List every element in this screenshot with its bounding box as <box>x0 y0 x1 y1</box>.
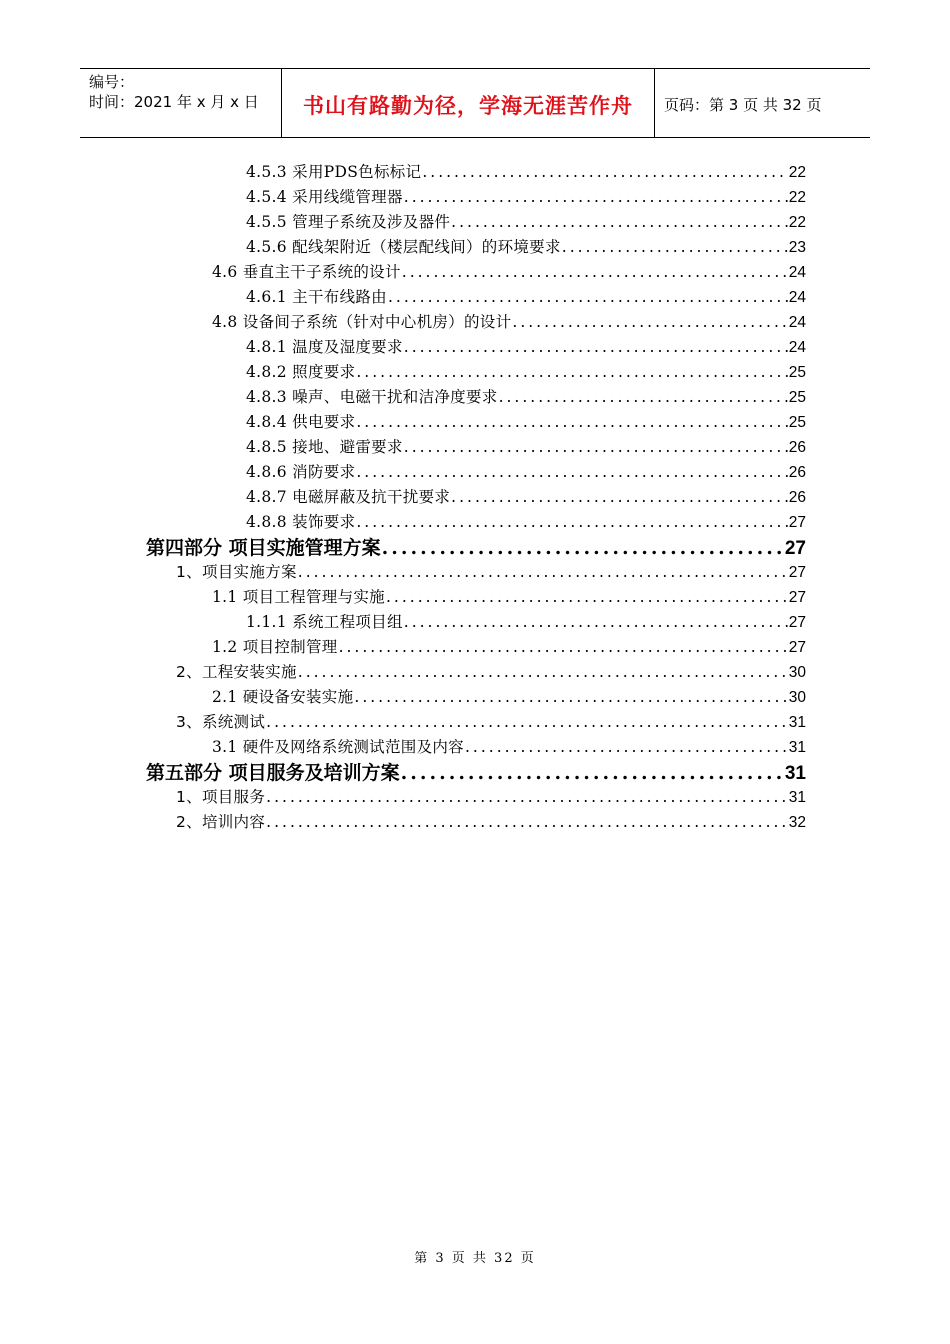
toc-page: 30 <box>788 664 806 681</box>
toc-title: 2、工程安装实施 <box>176 663 297 681</box>
toc-page: 24 <box>788 314 806 331</box>
toc-title: 4.5.6 配线架附近（楼层配线间）的环境要求 <box>246 238 561 256</box>
toc-entry[interactable] <box>212 310 806 332</box>
toc-leader <box>298 563 788 581</box>
toc-title: 1.1 项目工程管理与实施 <box>212 588 385 606</box>
toc-leader <box>562 238 788 256</box>
toc-entry[interactable] <box>212 635 806 657</box>
toc-page: 22 <box>788 214 806 231</box>
toc-page: 22 <box>788 189 806 206</box>
toc-page: 30 <box>788 689 806 706</box>
toc-leader <box>339 638 788 656</box>
toc-part-heading[interactable] <box>146 533 806 559</box>
toc-page: 26 <box>788 489 806 506</box>
toc-title: 4.5.3 采用PDS色标标记 <box>246 163 422 181</box>
toc-leader <box>404 338 788 356</box>
toc-title: 3.1 硬件及网络系统测试范围及内容 <box>212 738 464 756</box>
toc-page: 22 <box>788 164 806 181</box>
toc-title: 1、项目服务 <box>176 788 266 806</box>
toc-entry[interactable] <box>212 260 806 282</box>
toc-entry[interactable] <box>212 585 806 607</box>
toc-entry[interactable] <box>212 685 806 707</box>
header-motto-cell <box>282 69 655 137</box>
toc-page: 25 <box>788 414 806 431</box>
toc-leader <box>404 613 788 631</box>
toc-title: 4.8.1 温度及湿度要求 <box>246 338 403 356</box>
toc-leader <box>451 213 788 231</box>
toc-entry[interactable] <box>246 485 806 507</box>
toc-leader <box>356 363 787 381</box>
toc-leader <box>512 313 787 331</box>
time-label: 时间：2021 年 x 月 x 日 <box>89 93 259 111</box>
toc-title: 1.1.1 系统工程项目组 <box>246 613 403 631</box>
toc-leader <box>422 163 787 181</box>
toc-leader <box>266 713 788 731</box>
toc-page: 25 <box>788 389 806 406</box>
toc-leader <box>404 438 788 456</box>
toc-title: 4.8.2 照度要求 <box>246 363 356 381</box>
toc-leader <box>499 388 788 406</box>
toc-title: 4.8.7 电磁屏蔽及抗干扰要求 <box>246 488 451 506</box>
toc-page: 31 <box>788 789 806 806</box>
toc-leader <box>401 762 784 784</box>
toc-page: 27 <box>788 589 806 606</box>
toc-page: 27 <box>788 514 806 531</box>
toc-entry[interactable] <box>176 710 806 732</box>
toc-entry[interactable] <box>212 735 806 757</box>
toc-page: 27 <box>788 564 806 581</box>
toc-entry[interactable] <box>246 385 806 407</box>
toc-page: 31 <box>784 763 806 784</box>
toc-page: 31 <box>788 714 806 731</box>
toc-part-heading[interactable] <box>146 758 806 784</box>
toc-entry[interactable] <box>246 610 806 632</box>
toc-page: 31 <box>788 739 806 756</box>
toc-page: 27 <box>788 639 806 656</box>
toc-page: 24 <box>788 264 806 281</box>
toc-title: 2、培训内容 <box>176 813 266 831</box>
header-meta <box>80 69 282 137</box>
toc-entry[interactable] <box>246 235 806 257</box>
toc-title: 4.5.5 管理子系统及涉及器件 <box>246 213 451 231</box>
toc-title: 4.6.1 主干布线路由 <box>246 288 387 306</box>
toc-page: 23 <box>788 239 806 256</box>
toc-title: 2.1 硬设备安装实施 <box>212 688 354 706</box>
toc-title: 第五部分 项目服务及培训方案 <box>146 762 400 784</box>
toc-page: 26 <box>788 439 806 456</box>
toc-title: 1.2 项目控制管理 <box>212 638 338 656</box>
toc-page: 27 <box>788 614 806 631</box>
toc-entry[interactable] <box>246 210 806 232</box>
toc-leader <box>356 513 787 531</box>
toc-page: 24 <box>788 339 806 356</box>
toc-entry[interactable] <box>176 810 806 832</box>
toc-title: 4.8 设备间子系统（针对中心机房）的设计 <box>212 313 512 331</box>
toc-title: 4.8.3 噪声、电磁干扰和洁净度要求 <box>246 388 498 406</box>
toc-title: 第四部分 项目实施管理方案 <box>146 537 381 559</box>
toc-entry[interactable] <box>246 410 806 432</box>
toc-title: 4.5.4 采用线缆管理器 <box>246 188 403 206</box>
toc-leader <box>266 788 788 806</box>
toc-page: 25 <box>788 364 806 381</box>
toc-entry[interactable] <box>246 160 806 182</box>
toc-leader <box>386 588 788 606</box>
toc-leader <box>382 537 784 559</box>
toc-title: 1、项目实施方案 <box>176 563 297 581</box>
toc-leader <box>451 488 788 506</box>
toc-entry[interactable] <box>246 335 806 357</box>
toc-leader <box>354 688 787 706</box>
page-header <box>80 68 870 138</box>
toc-entry[interactable] <box>246 285 806 307</box>
toc-title: 3、系统测试 <box>176 713 266 731</box>
toc-entry[interactable] <box>246 435 806 457</box>
toc-entry[interactable] <box>246 460 806 482</box>
toc-leader <box>388 288 788 306</box>
toc-entry[interactable] <box>176 785 806 807</box>
page-info-text: 页码：第 3 页 共 32 页 <box>664 95 822 114</box>
toc-leader <box>465 738 788 756</box>
toc-entry[interactable] <box>246 510 806 532</box>
header-page-info <box>655 69 870 137</box>
toc-leader <box>356 463 787 481</box>
toc-entry[interactable] <box>246 360 806 382</box>
page-footer: 第 3 页 共 32 页 <box>414 1251 536 1266</box>
toc-title: 4.8.8 装饰要求 <box>246 513 356 531</box>
toc-title: 4.6 垂直主干子系统的设计 <box>212 263 401 281</box>
number-label: 编号： <box>89 73 135 91</box>
toc-title: 4.8.4 供电要求 <box>246 413 356 431</box>
toc-entry[interactable] <box>176 560 806 582</box>
toc-page: 27 <box>784 538 806 559</box>
toc-page: 26 <box>788 464 806 481</box>
toc-leader <box>266 813 788 831</box>
toc-leader <box>356 413 787 431</box>
toc-leader <box>404 188 788 206</box>
toc-title: 4.8.6 消防要求 <box>246 463 356 481</box>
toc-entry[interactable] <box>176 660 806 682</box>
toc-leader <box>298 663 788 681</box>
motto-text: 书山有路勤为径，学海无涯苦作舟 <box>303 94 633 118</box>
toc-page: 24 <box>788 289 806 306</box>
toc-title: 4.8.5 接地、避雷要求 <box>246 438 403 456</box>
toc-leader <box>402 263 788 281</box>
toc-page: 32 <box>788 814 806 831</box>
toc-entry[interactable] <box>246 185 806 207</box>
